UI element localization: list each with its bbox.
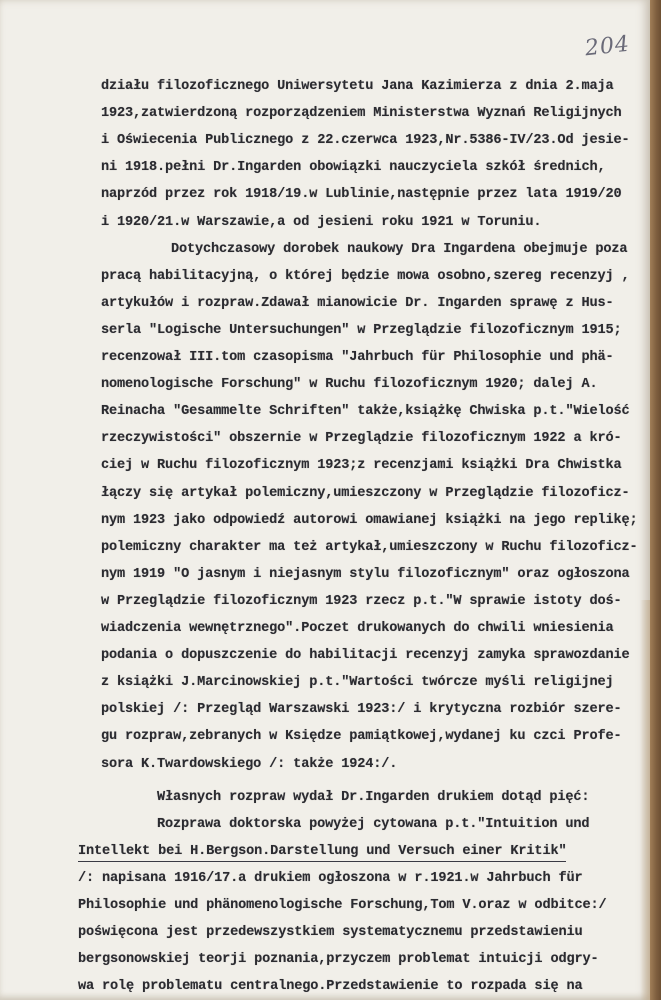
text-line: nym 1923 jako odpowiedź autorowi omawianej książki na jego replikę; <box>101 513 638 528</box>
paragraph-start-line: Własnych rozpraw wydał Dr.Ingarden drukiem dotąd pięć: <box>157 790 590 805</box>
paragraph-start-line: Dotychczasowy dorobek naukowy Dra Ingardena obejmuje poza <box>171 242 628 257</box>
text-line: i Oświecenia Publicznego z 22.czerwca 1923,Nr.5386-IV/23.Od jesie- <box>101 133 630 148</box>
paragraph-start-line: Rozprawa doktorska powyżej cytowana p.t."Intuition und <box>157 817 590 832</box>
background-edge <box>650 0 661 1000</box>
text-line: podania o dopuszczenie do habilitacji recenzyj zamyka sprawozdanie <box>101 648 630 663</box>
text-line: recenzował III.tom czasopisma "Jahrbuch für Philosophie und phä- <box>101 350 614 365</box>
text-line: gu rozpraw,zebranych w Księdze pamiątkowej,wydanej ku czci Profe- <box>101 729 622 744</box>
text-line: artykułów i rozpraw.Zdawał mianowicie Dr. Ingarden sprawę z Hus- <box>101 296 614 311</box>
text-line: nomenologische Forschung" w Ruchu filozoficznym 1920; dalej A. <box>101 377 598 392</box>
text-line: rzeczywistości" obszernie w Przeglądzie filozoficznym 1922 a kró- <box>101 431 622 446</box>
text-line: w Przeglądzie filozoficznym 1923 rzecz p.t."W sprawie istoty doś- <box>101 594 622 609</box>
text-line: z książki J.Marcinowskiej p.t."Wartości twórcze myśli religijnej <box>101 675 614 690</box>
text-line: bergsonowskiej teorji poznania,przyczem problemat intuicji odgry- <box>78 952 599 967</box>
text-line: działu filozoficznego Uniwersytetu Jana Kazimierza z dnia 2.maja <box>101 79 614 94</box>
text-line: polemiczny charakter ma też artykał,umieszczony w Ruchu filozoficz- <box>101 540 638 555</box>
text-line: nym 1919 "O jasnym i niejasnym stylu filozoficznym" oraz ogłoszona <box>101 567 630 582</box>
text-line: Reinacha "Gesammelte Schriften" także,książkę Chwiska p.t."Wielość <box>101 404 630 419</box>
text-line: 1923,zatwierdzoną rozporządzeniem Ministerstwa Wyznań Religijnych <box>101 106 622 121</box>
text-line: Philosophie und phänomenologische Forschung,Tom V.oraz w odbitce:/ <box>78 898 607 913</box>
text-line: wa rolę problematu centralnego.Przedstawienie to rozpada się na <box>78 979 583 994</box>
text-line: pracą habilitacyjną, o której będzie mowa osobno,szereg recenzyj , <box>101 269 630 284</box>
text-line: ni 1918.pełni Dr.Ingarden obowiązki nauczyciela szkół średnich, <box>101 160 606 175</box>
text-line: polskiej /: Przegląd Warszawski 1923:/ i krytyczna rozbiór szere- <box>101 702 622 717</box>
underlined-title-line: Intellekt bei H.Bergson.Darstellung und Versuch einer Kritik" <box>78 843 566 862</box>
text-line: /: napisana 1916/17.a drukiem ogłoszona w r.1921.w Jahrbuch für <box>78 871 583 886</box>
text-line: naprzód przez rok 1918/19.w Lublinie,następnie przez lata 1919/20 <box>101 187 622 202</box>
text-line: i 1920/21.w Warszawie,a od jesieni roku 1921 w Toruniu. <box>101 215 542 230</box>
text-line: łączy się artykał polemiczny,umieszczony w Przeglądzie filozoficz- <box>101 486 630 501</box>
text-line: serla "Logische Untersuchungen" w Przeglądzie filozoficznym 1915; <box>101 323 622 338</box>
handwritten-page-number: 204 <box>583 31 632 62</box>
text-line: wiadczenia wewnętrznego".Poczet drukowanych do chwili wniesienia <box>101 621 614 636</box>
text-line: poświęcona jest przedewszystkiem systematycznemu przedstawieniu <box>78 925 583 940</box>
text-line: sora K.Twardowskiego /: także 1924:/. <box>101 757 398 772</box>
text-line: ciej w Ruchu filozoficznym 1923;z recenzjami książki Dra Chwistka <box>101 458 622 473</box>
